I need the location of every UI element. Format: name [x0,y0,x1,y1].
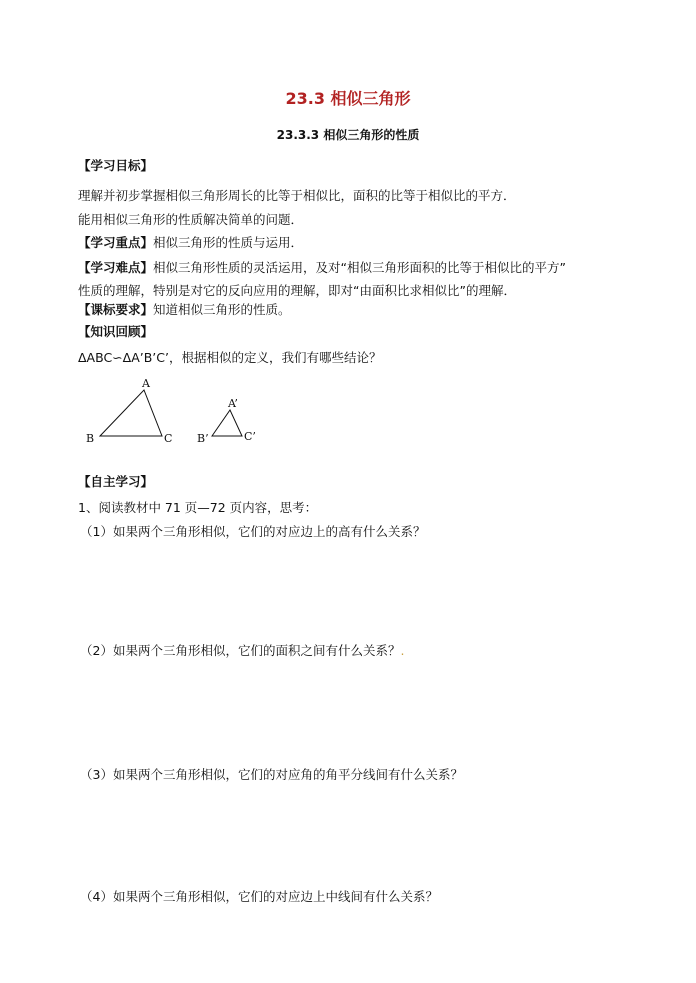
label-c: C [164,432,173,445]
label-b: B [86,432,95,445]
difficulty-label: 【学习难点】 [78,260,154,275]
difficulty [78,260,566,276]
difficulty-text-2: 性质的理解，特别是对它的反向应用的理解，即对“由面积比求相似比”的理解． [78,283,516,298]
similar-triangles-diagram [80,374,280,450]
question-4: （4）如果两个三角形相似，它们的对应边上中线间有什么关系？ [80,889,438,904]
question-3: （3）如果两个三角形相似，它们的对应角的角平分线间有什么关系？ [80,767,463,782]
review-heading: 【知识回顾】 [78,324,154,339]
label-c-prime: C’ [244,430,256,443]
triangle-abc [100,390,162,436]
label-a: A [142,377,150,390]
goals-heading: 【学习目标】 [78,158,154,173]
question-2-text: （2）如果两个三角形相似，它们的面积之间有什么关系？ [80,643,401,658]
page-subtitle: 23.3.3 相似三角形的性质 [276,128,420,142]
question-2 [80,643,404,659]
key-point-text: 相似三角形的性质与运用． [153,235,304,250]
standard-label: 【课标要求】 [78,302,154,317]
goals-line-2: 能用相似三角形的性质解决简单的问题． [78,212,304,227]
standard-text: 知道相似三角形的性质。 [153,302,291,317]
self-study-heading: 【自主学习】 [78,474,154,489]
standard [78,302,291,318]
page-title: 23.3 相似三角形 [285,89,411,108]
triangle-abc-prime [212,410,242,436]
key-point [78,235,303,251]
review-question: ΔABC∽ΔA’B’C’，根据相似的定义，我们有哪些结论？ [78,350,382,365]
label-a-prime: A’ [228,397,238,410]
self-study-intro: 1、阅读教材中 71 页—72 页内容，思考： [78,500,318,515]
question-2-dot: . [400,643,405,658]
label-b-prime: B’ [197,432,209,445]
goals-line-1: 理解并初步掌握相似三角形周长的比等于相似比，面积的比等于相似比的平方． [78,188,516,203]
key-point-label: 【学习重点】 [78,235,154,250]
difficulty-text-1: 相似三角形性质的灵活运用，及对“相似三角形面积的比等于相似比的平方” [153,260,566,275]
question-1: （1）如果两个三角形相似，它们的对应边上的高有什么关系？ [80,524,426,539]
